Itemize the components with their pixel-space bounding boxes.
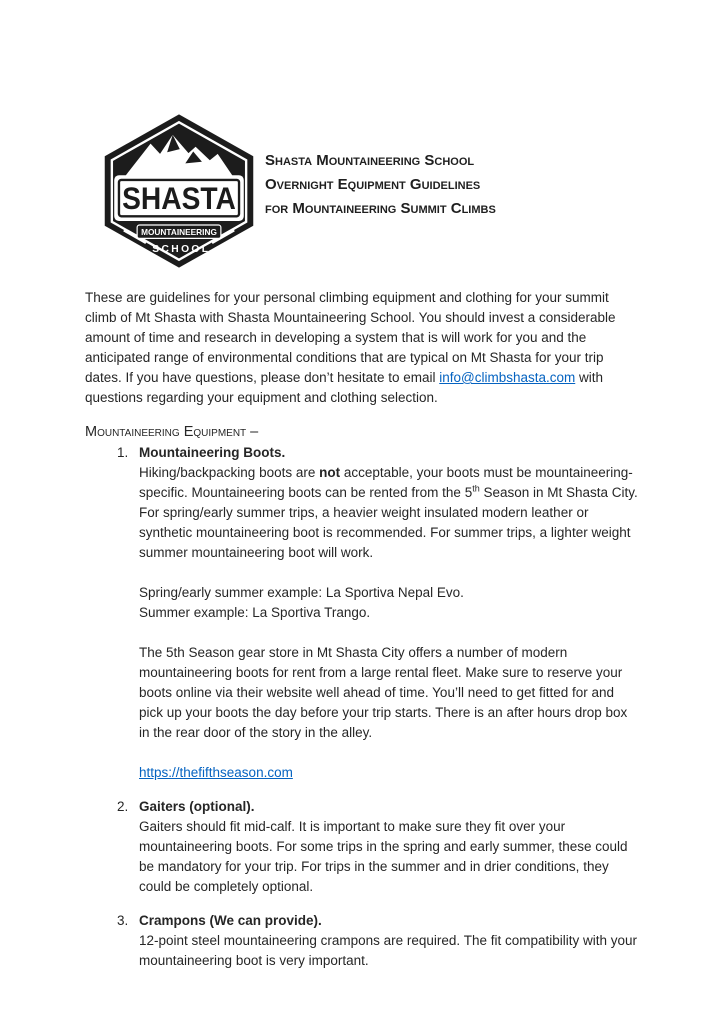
item-number: 3. bbox=[117, 913, 129, 928]
list-item-crampons bbox=[85, 911, 640, 971]
superscript-text: th bbox=[472, 483, 480, 494]
item-body bbox=[139, 443, 640, 783]
item-paragraph: Gaiters should fit mid-calf. It is important to make sure they fit over your mountaineering boots. For some trips in the spring and early summer, these could be mandatory for your trip. For trips in the summer and in drier conditions, they could be completely optional. bbox=[139, 819, 628, 894]
item-number: 1. bbox=[117, 445, 129, 460]
title-line: for Mountaineering Summit Climbs bbox=[265, 200, 496, 217]
item-paragraph-examples bbox=[139, 583, 640, 623]
item-title: Crampons (We can provide). bbox=[139, 913, 322, 928]
fifth-season-link[interactable]: https://thefifthseason.com bbox=[139, 765, 293, 780]
logo-banner-text: MOUNTAINEERING bbox=[141, 226, 218, 237]
logo-name-text: SHASTA bbox=[122, 180, 236, 217]
equipment-list bbox=[85, 443, 640, 971]
item-paragraph: 12-point steel mountaineering crampons are required. The fit compatibility with your mountaineering boot is very important. bbox=[139, 933, 638, 968]
intro-paragraph bbox=[85, 288, 640, 408]
title-line: Shasta Mountaineering School bbox=[265, 152, 475, 169]
body-text: Season in Mt Shasta City. For spring/early summer trips, a heavier weight insulated modern leather or synthetic mountaineering boot is recommended. For summer trips, a lighter weight summer mountaineering boot will work. bbox=[139, 485, 638, 560]
item-title: Mountaineering Boots. bbox=[139, 445, 286, 460]
item-body bbox=[139, 911, 640, 971]
item-body bbox=[139, 797, 640, 897]
item-number: 2. bbox=[117, 799, 129, 814]
document-header bbox=[85, 112, 640, 270]
example-line: Summer example: La Sportiva Trango. bbox=[139, 605, 371, 620]
example-line: Spring/early summer example: La Sportiva Nepal Evo. bbox=[139, 585, 464, 600]
item-paragraph-link bbox=[139, 763, 640, 783]
body-text: Hiking/backpacking boots are bbox=[139, 465, 320, 480]
email-link[interactable]: info@climbshasta.com bbox=[439, 370, 576, 385]
item-title: Gaiters (optional). bbox=[139, 799, 255, 814]
bold-text: not bbox=[319, 465, 341, 480]
list-item-gaiters bbox=[85, 797, 640, 897]
item-paragraph bbox=[139, 463, 640, 563]
intro-text: with questions regarding your equipment and clothing selection. bbox=[85, 370, 604, 405]
title-line: Overnight Equipment Guidelines bbox=[265, 176, 481, 193]
intro-text: These are guidelines for your personal climbing equipment and clothing for your summit climb of Mt Shasta with Shasta Mountaineering School. You should invest a considerable amount of time and research in developing a system that is will work for you and the anticipated range of environmental conditions that are typical on Mt Shasta for your trip dates. If you have questions, please don’t hesitate to email bbox=[85, 290, 616, 385]
shasta-logo bbox=[100, 112, 258, 270]
document-title bbox=[265, 112, 496, 221]
item-paragraph: The 5th Season gear store in Mt Shasta City offers a number of modern mountaineering boots for rent from a large rental fleet. Make sure to reserve your boots online via their website well ahead of time. You’ll need to get fitted for and pick up your boots the day before your trip starts. There is an after hours drop box in the rear door of the story in the alley. bbox=[139, 645, 628, 740]
body-text: acceptable, your boots must be mountaineering-specific. Mountaineering boots can be rented from the 5 bbox=[139, 465, 633, 500]
logo-school-text: SCHOOL bbox=[152, 243, 211, 255]
list-item-mountaineering-boots bbox=[85, 443, 640, 783]
section-heading: Mountaineering Equipment – bbox=[85, 424, 259, 440]
